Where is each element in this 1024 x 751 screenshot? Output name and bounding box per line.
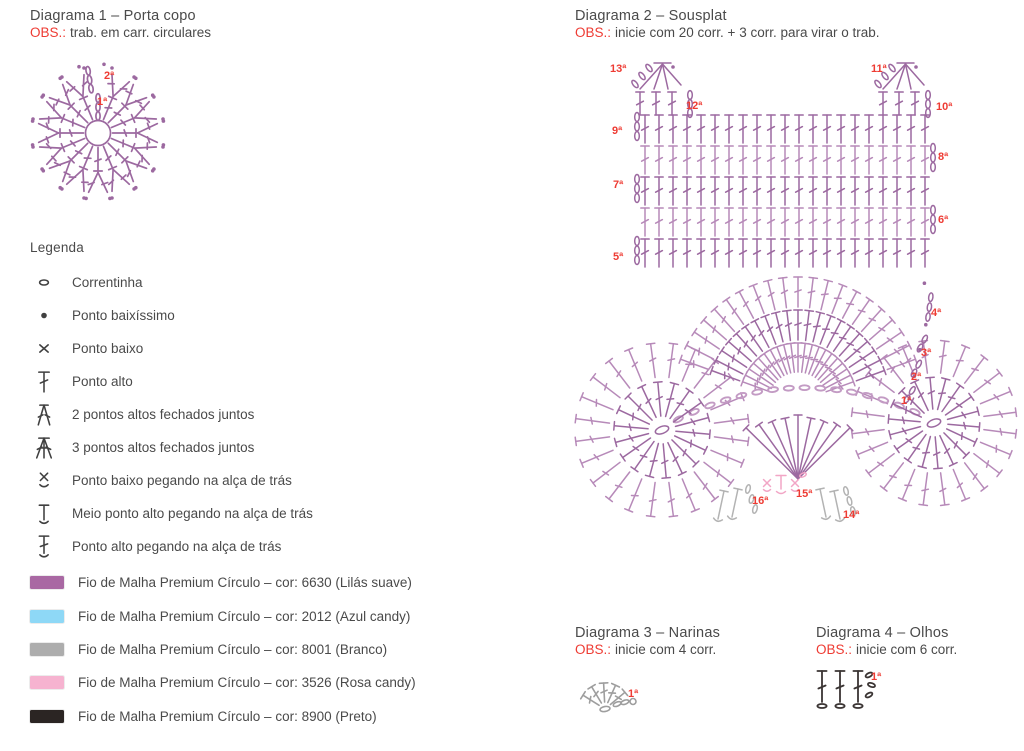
dc3tog-icon bbox=[32, 434, 56, 461]
diagram4-olhos-chart bbox=[812, 658, 887, 716]
single-crochet-icon bbox=[32, 335, 56, 362]
diagram4-round1-label: 1ª bbox=[871, 671, 882, 683]
diagram2-sousplat-chart bbox=[568, 55, 1024, 535]
legend-item-label: Ponto baixíssimo bbox=[72, 308, 175, 323]
diagram2-row-label-4: 4ª bbox=[931, 307, 942, 319]
slip-stitch-icon bbox=[32, 302, 56, 329]
diagram2-row-label-8: 8ª bbox=[938, 151, 949, 163]
diagram1-round2-label: 2ª bbox=[104, 70, 115, 82]
diagram1-round1-label: 1ª bbox=[97, 96, 108, 108]
legend-item bbox=[32, 332, 313, 365]
legend-item bbox=[32, 464, 313, 497]
diagram4-obs-text: inicie com 6 corr. bbox=[856, 642, 958, 657]
diagram2-row-label-15: 15ª bbox=[796, 488, 813, 500]
legend-item-label: Meio ponto alto pegando na alça de trás bbox=[72, 506, 313, 521]
diagram2-obs-label: OBS.: bbox=[575, 25, 612, 40]
legend-item bbox=[32, 299, 313, 332]
diagram2-row-label-11: 11ª bbox=[871, 63, 887, 75]
diagram3-title: Diagrama 3 – Narinas bbox=[575, 625, 721, 641]
diagram4-obs-label: OBS.: bbox=[816, 642, 853, 657]
yarn-label: Fio de Malha Premium Círculo – cor: 8900 (Preto) bbox=[78, 708, 377, 724]
legend-item bbox=[32, 497, 313, 530]
double-crochet-icon bbox=[32, 368, 56, 395]
diagram3-obs-text: inicie com 4 corr. bbox=[615, 642, 717, 657]
diagram4-title: Diagrama 4 – Olhos bbox=[816, 625, 949, 641]
diagram4-obs bbox=[816, 642, 957, 657]
legend-item-label: Ponto alto pegando na alça de trás bbox=[72, 539, 282, 554]
yarn-swatch bbox=[30, 610, 64, 623]
diagram3-obs bbox=[575, 642, 716, 657]
sc-back-loop-icon bbox=[32, 467, 56, 494]
diagram2-row-label-9: 9ª bbox=[612, 125, 623, 137]
yarn-item bbox=[30, 666, 416, 699]
diagram2-title: Diagrama 2 – Sousplat bbox=[575, 8, 727, 24]
yarn-swatch bbox=[30, 676, 64, 689]
legend-item-label: Ponto alto bbox=[72, 374, 133, 389]
diagram1-obs bbox=[30, 25, 211, 40]
diagram1-title: Diagrama 1 – Porta copo bbox=[30, 8, 196, 24]
diagram2-row-label-1: 1ª bbox=[901, 395, 912, 407]
yarn-item bbox=[30, 700, 416, 733]
legend-item bbox=[32, 266, 313, 299]
diagram2-obs bbox=[575, 25, 880, 40]
yarn-label: Fio de Malha Premium Círculo – cor: 8001 (Branco) bbox=[78, 641, 388, 657]
diagram2-row-label-7: 7ª bbox=[613, 179, 624, 191]
yarn-label: Fio de Malha Premium Círculo – cor: 6630 (Lilás suave) bbox=[78, 575, 412, 591]
diagram3-round1-label: 1ª bbox=[628, 688, 639, 700]
diagram1-obs-text: trab. em carr. circulares bbox=[70, 25, 212, 40]
legend-item-label: Ponto baixo pegando na alça de trás bbox=[72, 473, 292, 488]
yarn-swatch bbox=[30, 710, 64, 723]
diagram3-obs-label: OBS.: bbox=[575, 642, 612, 657]
diagram2-row-label-5: 5ª bbox=[613, 251, 624, 263]
yarn-label: Fio de Malha Premium Círculo – cor: 3526 (Rosa candy) bbox=[78, 675, 416, 691]
diagram2-row-label-10: 10ª bbox=[936, 101, 953, 113]
legend-list bbox=[32, 266, 313, 563]
yarn-swatch bbox=[30, 643, 64, 656]
legend-item-label: 2 pontos altos fechados juntos bbox=[72, 407, 255, 422]
diagram2-row-label-6: 6ª bbox=[938, 214, 949, 226]
diagram2-row-label-16: 16ª bbox=[752, 495, 769, 507]
legend-title: Legenda bbox=[30, 240, 84, 255]
chain-icon bbox=[32, 269, 56, 296]
legend-item bbox=[32, 365, 313, 398]
diagram1-circular-chart bbox=[23, 50, 173, 210]
hdc-back-loop-icon bbox=[32, 500, 56, 527]
diagram2-row-label-14: 14ª bbox=[843, 509, 860, 521]
legend-item-label: 3 pontos altos fechados juntos bbox=[72, 440, 255, 455]
yarn-swatch bbox=[30, 576, 64, 589]
diagram1-obs-label: OBS.: bbox=[30, 25, 67, 40]
yarn-label: Fio de Malha Premium Círculo – cor: 2012 (Azul candy) bbox=[78, 608, 411, 624]
legend-item-label: Correntinha bbox=[72, 275, 143, 290]
diagram2-row-label-3: 3ª bbox=[921, 347, 932, 359]
diagram2-row-label-13: 13ª bbox=[610, 63, 627, 75]
diagram2-row-label-12: 12ª bbox=[686, 100, 703, 112]
diagram2-row-label-2: 2ª bbox=[911, 371, 922, 383]
yarn-color-list bbox=[30, 566, 416, 733]
yarn-item bbox=[30, 566, 416, 599]
legend-item bbox=[32, 530, 313, 563]
legend-item bbox=[32, 431, 313, 464]
dc-back-loop-icon bbox=[32, 533, 56, 560]
legend-item-label: Ponto baixo bbox=[72, 341, 144, 356]
diagram2-obs-text: inicie com 20 corr. + 3 corr. para virar o trab. bbox=[615, 25, 880, 40]
legend-item bbox=[32, 398, 313, 431]
yarn-item bbox=[30, 599, 416, 632]
yarn-item bbox=[30, 633, 416, 666]
dc2tog-icon bbox=[32, 401, 56, 428]
